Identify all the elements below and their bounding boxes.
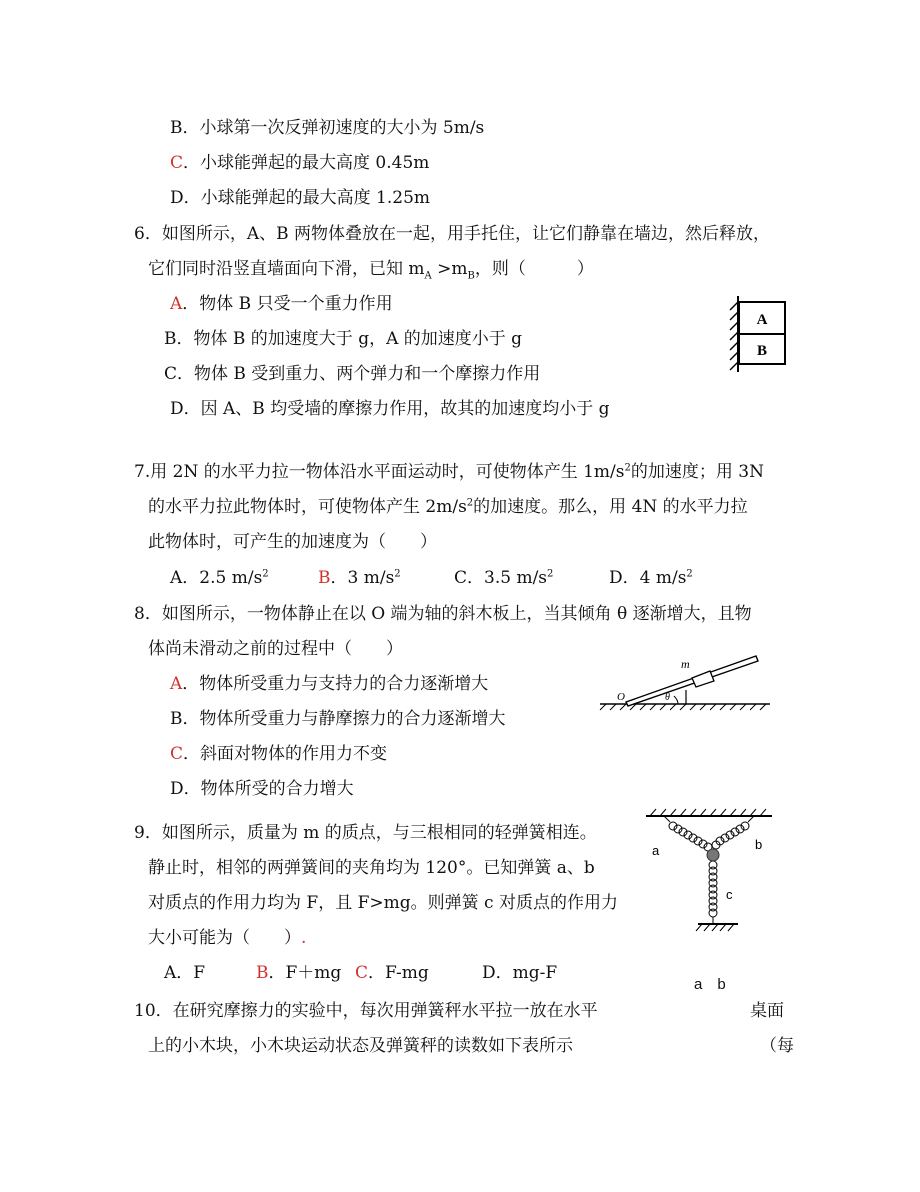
q10-stem-line2-b: （每: [760, 1036, 794, 1056]
q9-stem-line1: 9．如图所示，质量为 m 的质点，与三根相同的轻弹簧相连。: [134, 823, 597, 843]
q8-option-a-text: ．物体所受重力与支持力的合力逐渐增大: [182, 674, 489, 694]
q9-option-a: A．F: [164, 963, 206, 983]
q6-option-a-text: ．物体 B 只受一个重力作用: [182, 294, 393, 314]
q8-option-a-letter: A: [170, 674, 183, 694]
q9-option-d: D．mg-F: [482, 963, 558, 983]
q6-stem2-c: ，则（ ）: [474, 259, 594, 279]
spring-c-label: c: [726, 887, 733, 902]
pivot-o-label: O: [617, 691, 625, 703]
q6-option-c: C．物体 B 受到重力、两个弹力和一个摩擦力作用: [164, 364, 541, 384]
block-b-label: B: [756, 343, 768, 359]
q9-option-c-text: ．F-mg: [368, 963, 429, 983]
q9-figure-three-springs: [640, 806, 780, 940]
q6-stem-line1: 6．如图所示，A、B 两物体叠放在一起，用手托住，让它们静靠在墙边，然后释放，: [134, 224, 770, 244]
q6-option-d: D．因 A、B 均受墙的摩擦力作用，故其的加速度均小于 g: [170, 399, 610, 419]
q7-stem1-a: 7.用 2N 的水平力拉一物体沿水平面运动时，可使物体产生 1m/s: [134, 462, 625, 482]
q8-option-d: D．物体所受的合力增大: [170, 779, 354, 799]
q7-option-a: [170, 567, 269, 589]
spring-a-label: a: [652, 843, 660, 858]
q7-option-d: [609, 567, 693, 589]
q9-stem4-dot: .: [301, 928, 307, 948]
q7-stem2-sup: 2: [466, 497, 474, 509]
q9-stem-line2: 静止时，相邻的两弹簧间的夹角均为 120°。已知弹簧 a、b: [148, 858, 595, 878]
q8-option-c: [170, 743, 387, 765]
q9-option-c-letter: C: [355, 963, 369, 983]
q7-option-b-letter: B: [318, 568, 331, 588]
q9-option-b-text: ．F＋mg: [268, 963, 342, 983]
q6-sub-a: A: [424, 270, 432, 282]
q7-option-a-text: A．2.5 m/s: [170, 568, 263, 588]
q5-option-b: B．小球第一次反弹初速度的大小为 5m/s: [170, 118, 485, 138]
q10-stem-line1-b: 桌面: [750, 1001, 784, 1021]
q9-stem4-text: 大小可能为（ ）: [148, 928, 301, 948]
q8-option-b: B．物体所受重力与静摩擦力的合力逐渐增大: [170, 709, 506, 729]
q7-option-c: [454, 567, 553, 589]
q10-stem-line1-a: 10．在研究摩擦力的实验中，每次用弹簧秤水平拉一放在水平: [134, 1001, 598, 1021]
q7-stem2-b: 的加速度。那么，用 4N 的水平力拉: [473, 497, 748, 517]
q8-option-a: [170, 673, 488, 695]
block-a-label: A: [756, 312, 768, 328]
q9-stem-line4: [148, 927, 306, 949]
q7-option-b-sup: 2: [394, 568, 401, 580]
q7-stem-line1: [134, 461, 764, 483]
q7-stem-line3: 此物体时，可产生的加速度为（ ）: [148, 532, 437, 552]
q10-stem-line2-a: 上的小木块，小木块运动状态及弹簧秤的读数如下表所示: [148, 1036, 573, 1056]
q8-stem-line2: 体尚未滑动之前的过程中（ ）: [148, 639, 403, 659]
q9-figure-caption: a b: [694, 976, 726, 993]
spring-b-label: b: [755, 837, 763, 852]
q8-figure-inclined-board: [598, 644, 773, 712]
q6-stem2-b: >m: [431, 259, 468, 279]
q7-option-d-text: D．4 m/s: [609, 568, 687, 588]
q6-option-b: B．物体 B 的加速度大于 g，A 的加速度小于 g: [164, 329, 523, 349]
q9-stem-line3: 对质点的作用力均为 F，且 F>mg。则弹簧 c 对质点的作用力: [148, 893, 618, 913]
angle-theta-label: θ: [665, 692, 670, 703]
q7-option-b-text: ．3 m/s: [330, 568, 395, 588]
q5-option-d: D．小球能弹起的最大高度 1.25m: [170, 188, 431, 208]
q7-option-b: [318, 567, 401, 589]
q8-stem-line1: 8．如图所示，一物体静止在以 O 端为轴的斜木板上，当其倾角 θ 逐渐增大，且物: [134, 604, 752, 624]
q7-option-a-sup: 2: [262, 568, 269, 580]
q6-figure-stacked-blocks: [726, 294, 790, 374]
q7-option-c-text: C．3.5 m/s: [454, 568, 548, 588]
q9-option-b-letter: B: [256, 963, 269, 983]
q7-option-c-sup: 2: [547, 568, 554, 580]
q7-stem1-b: 的加速度；用 3N: [630, 462, 764, 482]
q7-stem2-a: 的水平力拉此物体时，可使物体产生 2m/s: [148, 497, 467, 517]
q6-sub-b: B: [467, 270, 475, 282]
q5-option-c-letter: C: [170, 153, 184, 173]
q6-stem-line2: [148, 258, 594, 280]
q6-option-a-letter: A: [170, 294, 183, 314]
q9-option-c: [355, 962, 429, 984]
q8-option-c-text: ．斜面对物体的作用力不变: [183, 744, 388, 764]
q6-option-a: [170, 293, 393, 315]
q7-stem-line2: [148, 496, 748, 518]
mass-label: m: [681, 657, 690, 671]
q7-stem1-sup: 2: [624, 462, 631, 474]
q5-option-c: [170, 152, 429, 174]
q8-option-c-letter: C: [170, 744, 184, 764]
q6-stem2-a: 它们同时沿竖直墙面向下滑，已知 m: [148, 259, 425, 279]
q5-option-c-text: ．小球能弹起的最大高度 0.45m: [183, 153, 430, 173]
q9-option-b: [256, 962, 341, 984]
q7-option-d-sup: 2: [686, 568, 693, 580]
